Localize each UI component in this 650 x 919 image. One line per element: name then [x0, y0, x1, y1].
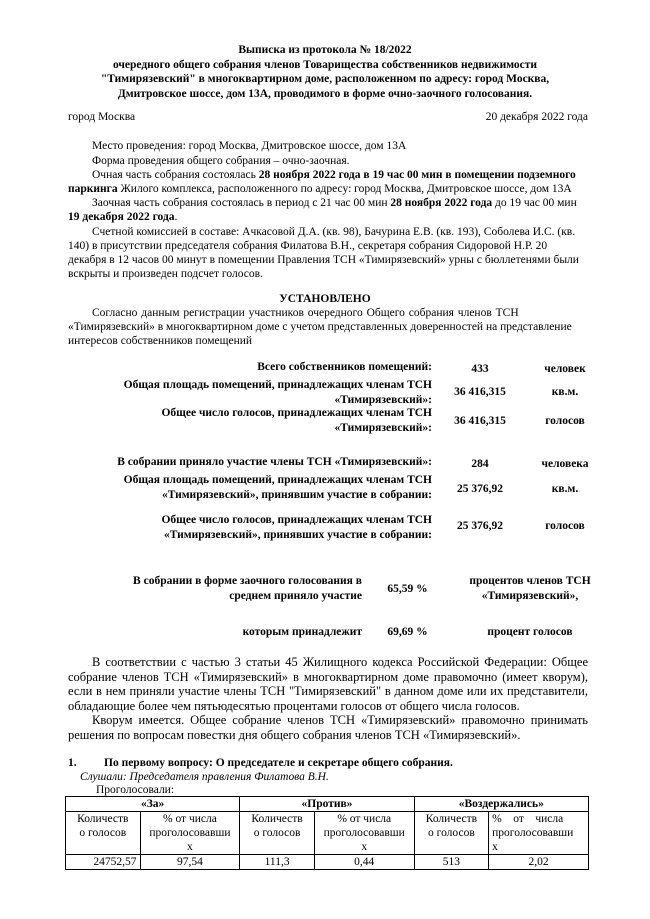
ochnaya-bold: паркинга: [68, 183, 118, 195]
header-line: Количеств: [77, 813, 129, 825]
ochnaya-bold: 28 ноября 2022 года в 19 час 00 мин в помещении подземного: [258, 169, 576, 181]
zaochnaya-text: Заочная часть собрания состоялась в период с 21 час 00 мин: [92, 197, 391, 209]
stat-value: 69,69 %: [387, 626, 428, 638]
ochnaya-text: Очная часть собрания состоялась: [92, 169, 259, 181]
quorum-line: собрание членов ТСН «Тимирязевский» в многоквартирном доме правомочно (имеет кворум),: [68, 669, 588, 684]
stat-label: которым принадлежит: [242, 626, 362, 638]
stat-label-line: В собрании в форме заочного голосования в: [133, 575, 362, 587]
count-header: [66, 812, 141, 855]
stat-value: 36 416,315: [454, 415, 506, 427]
stat-unit: человек: [544, 363, 586, 375]
established-text: интересов собственников помещений: [68, 335, 253, 347]
group-header-for: «За»: [66, 797, 240, 812]
stat-label-line: Общее число голосов, принадлежащих членам ТСН: [161, 514, 432, 526]
established-text: «Тимирязевский» в многоквартирном доме с учетом представленных доверенностей на представление: [68, 321, 572, 333]
stat-label-line: Общая площадь помещений, принадлежащих членам ТСН: [123, 474, 432, 486]
header-line: о голосов: [428, 827, 475, 839]
question-title: По первому вопросу: О председателе и секретаре общего собрания.: [104, 757, 453, 769]
stat-unit: голосов: [545, 415, 585, 427]
stat-unit: кв.м.: [551, 386, 579, 398]
venue-text: Место проведения: город Москва, Дмитровское шоссе, дом 13А: [92, 140, 407, 152]
title-line: "Тимирязевский" в многоквартирном доме, расположенном по адресу: город Москва,: [100, 73, 550, 85]
commission-line: вскрыты и произведен подсчет голосов.: [68, 268, 263, 280]
stat-unit: [455, 574, 605, 603]
established-text: Согласно данным регистрации участников очередного Общего собрания членов ТСН: [92, 307, 519, 319]
established-heading: УСТАНОВЛЕНО: [279, 293, 371, 305]
zaochnaya-bold: 19 декабря 2022 года: [68, 211, 175, 223]
header-line: проголосовавши: [323, 827, 405, 839]
header-line: проголосовавши: [492, 827, 574, 839]
stat-label: [100, 378, 432, 407]
header-line: о голосов: [79, 827, 127, 839]
title-line: Дмитровское шоссе, дом 13А, проводимого в форме очно-заочного голосования.: [117, 87, 533, 100]
stat-value: 25 376,92: [457, 520, 503, 532]
header-line: Количеств: [425, 813, 478, 825]
table-row: [66, 855, 589, 870]
commission-line: декабря в 12 часов 00 минут в помещении Правления ТСН «Тимирязевский» урны с бюллетенями были: [68, 254, 579, 266]
header-line: х: [361, 841, 368, 853]
stat-label-line: «Тимирязевский»:: [334, 421, 432, 434]
stat-label: [100, 406, 432, 435]
stat-unit: человека: [541, 458, 589, 470]
ochnaya-line-2: [68, 182, 572, 196]
city: город Москва: [68, 111, 136, 123]
against-count: 111,3: [240, 855, 315, 870]
against-percent: 0,44: [314, 855, 414, 870]
question-number: 1.: [68, 757, 77, 769]
zaochnaya-text: .: [174, 211, 178, 223]
document-date: 20 декабря 2022 года: [485, 111, 588, 123]
stat-label: Всего собственников помещений:: [257, 361, 432, 373]
vote-table: [65, 796, 589, 870]
title-line: Выписка из протокола № 18/2022: [238, 44, 412, 56]
stat-value: 284: [471, 458, 489, 470]
group-header-against: «Против»: [240, 797, 414, 812]
stat-value: 36 416,315: [454, 386, 506, 398]
header-line: х: [492, 841, 498, 853]
stat-label: [80, 513, 432, 542]
question-voted: Проголосовали:: [96, 784, 175, 796]
quorum-line: В соответствии с частью 3 статьи 45 Жилищного кодекса Российской Федерации: Общее: [92, 655, 588, 669]
abstain-percent: 2,02: [489, 855, 589, 870]
stat-value: 433: [471, 363, 489, 375]
quorum-line: решения по вопросам повестки дня общего собрания членов ТСН «Тимирязевский».: [68, 727, 521, 742]
zaochnaya-line-2: [68, 210, 177, 224]
ochnaya-text: Жилого комплекса, расположенного по адресу: город Москва, Дмитровское шоссе, дом 13А: [117, 183, 572, 195]
group-header-abstain: «Воздержались»: [414, 797, 588, 812]
percent-header: [489, 812, 589, 855]
stat-unit: голосов: [545, 520, 585, 532]
table-header-row: [66, 797, 589, 812]
commission-line: 140) в присутствии председателя собрания Филатова В.Н., секретаря собрания Сидоровой Н.Р. 20: [68, 240, 548, 252]
title-line: очередного общего собрания членов Товарищества собственников недвижимости: [112, 58, 538, 71]
stat-unit-line: процентов членов ТСН: [469, 575, 591, 587]
quorum-line: обладающие более чем пятьюдесятью процентами голосов от общего числа голосов.: [68, 698, 520, 713]
header-line: проголосовавши: [149, 827, 231, 839]
stat-label-line: «Тимирязевский»:: [334, 393, 432, 406]
header-line: о голосов: [253, 827, 301, 839]
header-line: % от числа: [163, 813, 217, 825]
stat-label-line: «Тимирязевский», принявшим участие в собрании:: [161, 488, 432, 501]
zaochnaya-line-1: [92, 196, 577, 210]
ochnaya-line-1: [92, 168, 576, 182]
quorum-line: Кворум имеется. Общее собрание членов ТСН «Тимирязевский» правомочно принимать: [92, 713, 588, 727]
stat-label: В собрании приняло участие члены ТСН «Тимирязевский»:: [117, 456, 432, 468]
document-title: [60, 43, 590, 101]
form-text: Форма проведения общего собрания – очно-заочная.: [92, 155, 350, 167]
stat-label-line: Общее число голосов, принадлежащих членам ТСН: [161, 407, 432, 419]
stat-value: 65,59 %: [387, 583, 428, 595]
stat-label-line: Общая площадь помещений, принадлежащих членам ТСН: [123, 379, 432, 391]
quorum-paragraph: [68, 655, 588, 742]
zaochnaya-text: до 19 час 00 мин: [492, 197, 577, 209]
percent-header: [140, 812, 240, 855]
stat-value: 25 376,92: [457, 483, 503, 495]
stat-label: [80, 473, 432, 502]
header-line: % от числа: [492, 813, 564, 825]
zaochnaya-bold: 28 ноября 2022 года: [390, 197, 493, 209]
stat-label: [80, 574, 362, 603]
header-line: % от числа: [337, 813, 392, 825]
for-count: 24752,57: [66, 855, 141, 870]
stat-label-line: «Тимирязевский», принявших участие в собрании:: [164, 528, 432, 541]
count-header: [414, 812, 489, 855]
quorum-line: если в нем приняли участие члены ТСН "Тимирязевский" в данном доме или их представители,: [68, 684, 588, 698]
header-line: х: [187, 841, 193, 853]
count-header: [240, 812, 315, 855]
abstain-count: 513: [414, 855, 489, 870]
stat-unit: кв.м.: [551, 483, 579, 495]
commission-line: Счетной комиссией в составе: Ачкасовой Д.А. (кв. 98), Бачурина Е.В. (кв. 193), Соболева И.С. (кв.: [92, 226, 576, 238]
stat-unit-line: «Тимирязевский»,: [481, 589, 579, 602]
percent-header: [314, 812, 414, 855]
for-percent: 97,54: [140, 855, 240, 870]
table-subheader-row: [66, 812, 589, 855]
stat-label-line: среднем приняло участие: [229, 589, 362, 602]
header-line: Количеств: [251, 813, 303, 825]
stat-unit: процент голосов: [487, 626, 573, 638]
question-heard: Слушали: Председателя правления Филатова В.Н.: [80, 771, 329, 783]
